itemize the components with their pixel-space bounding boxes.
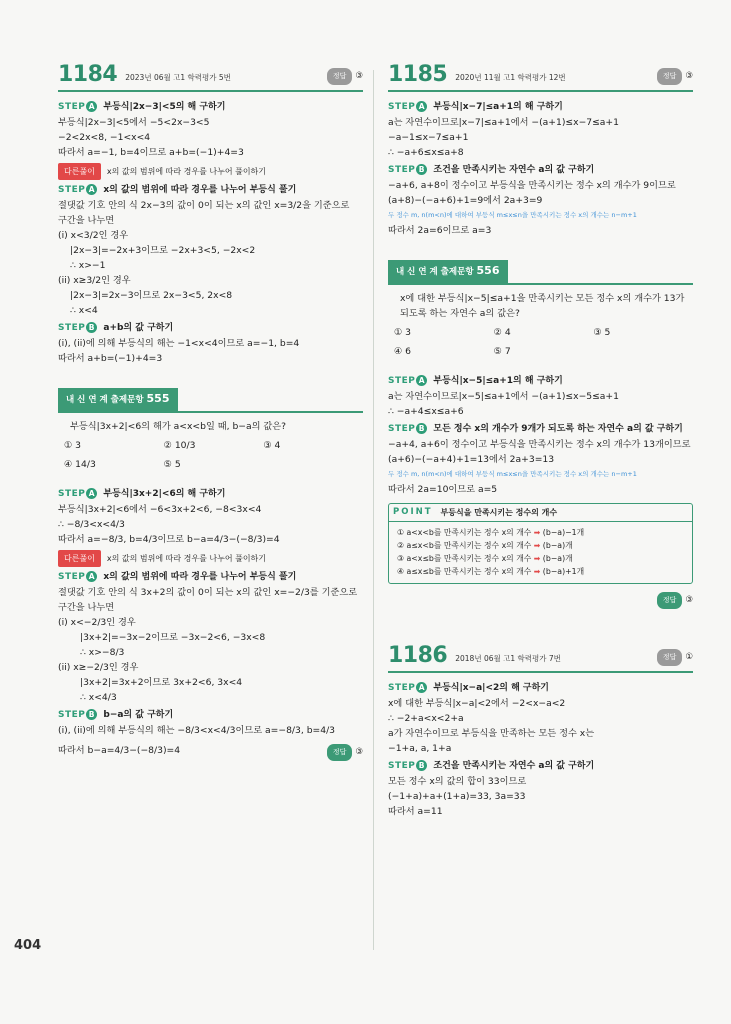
- left-column: [58, 60, 363, 761]
- point-header: [389, 504, 692, 522]
- choice-4[interactable]: ④ 14/3: [64, 459, 96, 470]
- linked-problem-556-header: [388, 260, 693, 285]
- answer-badge: 정답: [657, 649, 683, 666]
- answer-badge: 정답: [657, 592, 683, 609]
- point-title: 부등식을 만족시키는 정수의 개수: [440, 508, 558, 517]
- step-tag: STEP B: [58, 321, 97, 336]
- step-title: x의 값의 범위에 따라 경우를 나누어 부등식 풀기: [103, 572, 297, 582]
- answer-value: ③: [355, 747, 363, 757]
- step-tag: STEP A: [388, 681, 427, 696]
- step-a: [388, 681, 693, 696]
- question-text: x에 대한 부등식|x−5|≤a+1을 만족시키는 모든 정수 x의 개수가 13가: [400, 293, 685, 304]
- solution-line: (i), (ii)에 의해 부등식의 해는 −1<x<4이므로 a=−1, b=4: [58, 338, 300, 349]
- point-box: [388, 503, 693, 584]
- step-tag: STEP A: [388, 100, 427, 115]
- step-b: [58, 708, 363, 723]
- solution-line: 따라서 a=11: [388, 806, 443, 817]
- problem-number: 1184: [58, 61, 118, 87]
- answer-badge: 정답: [657, 68, 683, 85]
- solution-line: 따라서 a+b=(−1)+4=3: [58, 353, 163, 364]
- solution-line: |2x−3|=−2x+3이므로 −2x+3<5, −2x<2: [70, 245, 256, 256]
- solution-line: ∴ x>−1: [70, 260, 106, 271]
- step-a: [58, 487, 363, 502]
- case-label: (i) x<−2/3인 경우: [58, 617, 136, 628]
- case-label: (ii) x≥−2/3인 경우: [58, 662, 139, 673]
- problem-number: 1185: [388, 61, 448, 87]
- linked-problem-555-header: [58, 388, 363, 413]
- step-title: 부등식|x−a|<2의 해 구하기: [433, 683, 549, 693]
- solution-line: 구간을 나누면: [58, 602, 115, 613]
- solution-line: 따라서 2a=6이므로 a=3: [388, 225, 492, 236]
- solution-line: ∴ x>−8/3: [80, 647, 125, 658]
- step-title: a+b의 값 구하기: [103, 323, 174, 333]
- step-a: [388, 100, 693, 115]
- choice-5[interactable]: ⑤ 7: [493, 346, 511, 357]
- problem-1184-header: [58, 60, 363, 92]
- solution-line: ∴ −8/3<x<4/3: [58, 519, 125, 530]
- step-b: [388, 163, 693, 178]
- step-a: [58, 100, 363, 115]
- choice-3[interactable]: ③ 5: [593, 327, 611, 338]
- solution-line: |3x+2|=−3x−2이므로 −3x−2<6, −3x<8: [80, 632, 266, 643]
- solution-line: 절댓값 기호 안의 식 3x+2의 값이 0이 되는 x의 값인 x=−2/3를 기준으로: [58, 587, 358, 598]
- step-title: b−a의 값 구하기: [103, 710, 174, 720]
- solution-line: ∴ −a+6≤x≤a+8: [388, 147, 464, 158]
- step-a: [58, 570, 363, 585]
- solution-line: ∴ −2+a<x<2+a: [388, 713, 464, 724]
- question-text: 부등식|3x+2|<6의 해가 a<x<b일 때, b−a의 값은?: [70, 421, 287, 432]
- column-divider: [373, 70, 374, 950]
- answer-value: ③: [685, 70, 693, 81]
- solution-line: ∴ −a+4≤x≤a+6: [388, 406, 464, 417]
- choice-1[interactable]: ① 3: [64, 440, 82, 451]
- step-b: [388, 759, 693, 774]
- point-body: [389, 522, 692, 583]
- solution-line: −a−1≤x−7≤a+1: [388, 132, 469, 143]
- step-title: 모든 정수 x의 개수가 9개가 되도록 하는 자연수 a의 값 구하기: [433, 424, 683, 434]
- case-label: (i) x<3/2인 경우: [58, 230, 129, 241]
- step-title: 부등식|3x+2|<6의 해 구하기: [103, 489, 226, 499]
- solution-line: |3x+2|=3x+2이므로 3x+2<6, 3x<4: [80, 677, 243, 688]
- alt-text: x의 값의 범위에 따라 경우를 나누어 풀이하기: [106, 554, 267, 563]
- answer-value: ①: [685, 651, 693, 662]
- alt-badge: 다른풀이: [58, 550, 101, 567]
- solution-line: x에 대한 부등식|x−a|<2에서 −2<x−a<2: [388, 698, 566, 709]
- solution-line: |2x−3|=2x−3이므로 2x−3<5, 2x<8: [70, 290, 233, 301]
- point-item: ④ a≤x≤b를 만족시키는 정수 x의 개수 ➡ (b−a)+1개: [397, 567, 585, 576]
- choice-1[interactable]: ① 3: [394, 327, 412, 338]
- answer-badge: 정답: [327, 68, 353, 85]
- arrow-right-icon: ➡: [533, 541, 541, 550]
- step-tag: STEP A: [58, 570, 97, 585]
- step-title: 조건을 만족시키는 자연수 a의 값 구하기: [433, 761, 595, 771]
- solution-line: 따라서 2a=10이므로 a=5: [388, 484, 498, 495]
- solution-line: 절댓값 기호 안의 식 2x−3의 값이 0이 되는 x의 값인 x=3/2을 기준으로: [58, 200, 350, 211]
- answer-row: [388, 588, 693, 609]
- answer-choices: [58, 438, 363, 472]
- step-tag: STEP B: [388, 422, 427, 437]
- arrow-right-icon: ➡: [533, 528, 541, 537]
- solution-line: (a+6)−(−a+4)+1=13에서 2a+3=13: [388, 454, 555, 465]
- solution-line: (−1+a)+a+(1+a)=33, 3a=33: [388, 791, 526, 802]
- problem-number: 1186: [388, 642, 448, 668]
- solution-line: 따라서 a=−1, b=4이므로 a+b=(−1)+4=3: [58, 147, 244, 158]
- choice-4[interactable]: ④ 6: [394, 346, 412, 357]
- solution-line: 따라서 a=−8/3, b=4/3이므로 b−a=4/3−(−8/3)=4: [58, 534, 280, 545]
- answer-row: [58, 740, 363, 761]
- step-tag: STEP A: [58, 487, 97, 502]
- solution-line: −1+a, a, 1+a: [388, 743, 452, 754]
- page-number: 404: [14, 938, 42, 953]
- solution-line: 부등식|3x+2|<6에서 −6<3x+2<6, −8<3x<4: [58, 504, 262, 515]
- problem-source: 2023년 06월 고1 학력평가 5번: [125, 72, 231, 82]
- answer-choices: [388, 325, 693, 359]
- case-label: (ii) x≥3/2인 경우: [58, 275, 131, 286]
- step-a: [58, 183, 363, 198]
- step-b: [58, 321, 363, 336]
- alt-text: x의 값의 범위에 따라 경우를 나누어 풀이하기: [106, 167, 267, 176]
- alt-solution-row: [58, 550, 363, 567]
- step-tag: STEP B: [388, 163, 427, 178]
- answer-value: ③: [685, 595, 693, 605]
- question-text: 되도록 하는 자연수 a의 값은?: [400, 308, 520, 319]
- step-title: 부등식|x−7|≤a+1의 해 구하기: [433, 102, 563, 112]
- right-column: [388, 60, 693, 819]
- solution-line: −a+4, a+6이 정수이고 부등식을 만족시키는 정수 x의 개수가 13개이므로: [388, 439, 691, 450]
- solution-line: a는 자연수이므로|x−7|≤a+1에서 −(a+1)≤x−7≤a+1: [388, 117, 619, 128]
- solution-line: a는 자연수이므로|x−5|≤a+1에서 −(a+1)≤x−5≤a+1: [388, 391, 619, 402]
- problem-1185-header: [388, 60, 693, 92]
- solution-line: 구간을 나누면: [58, 215, 115, 226]
- hint-note: 두 정수 m, n(m<n)에 대하여 부등식 m≤x≤n을 만족시키는 정수 x의 개수는 n−m+1: [388, 211, 637, 219]
- point-tag: POINT: [393, 507, 433, 517]
- step-tag: STEP B: [58, 708, 97, 723]
- point-item: ③ a<x≤b를 만족시키는 정수 x의 개수 ➡ (b−a)개: [397, 554, 573, 563]
- step-title: x의 값의 범위에 따라 경우를 나누어 부등식 풀기: [103, 185, 297, 195]
- solution-line: −a+6, a+8이 정수이고 부등식을 만족시키는 정수 x의 개수가 9이므로: [388, 180, 676, 191]
- solution-line: (i), (ii)에 의해 부등식의 해는 −8/3<x<4/3이므로 a=−8/3, b=4/3: [58, 725, 336, 736]
- problem-source: 2020년 11월 고1 학력평가 12번: [455, 72, 566, 82]
- solution-line: ∴ x<4/3: [80, 692, 117, 703]
- point-item: ② a≤x<b를 만족시키는 정수 x의 개수 ➡ (b−a)개: [397, 541, 573, 550]
- step-b: [388, 422, 693, 437]
- arrow-right-icon: ➡: [533, 554, 541, 563]
- step-tag: STEP B: [388, 759, 427, 774]
- problem-source: 2018년 06월 고1 학력평가 7번: [455, 653, 561, 663]
- hint-note: 두 정수 m, n(m<n)에 대하여 부등식 m≤x≤n을 만족시키는 정수 x의 개수는 n−m+1: [388, 470, 637, 478]
- step-title: 조건을 만족시키는 자연수 a의 값 구하기: [433, 165, 595, 175]
- solution-line: ∴ x<4: [70, 305, 98, 316]
- choice-5[interactable]: ⑤ 5: [163, 459, 181, 470]
- answer-badge: 정답: [327, 744, 353, 761]
- answer-value: ③: [355, 70, 363, 81]
- linked-problem-tag: 내 신 연 계 출제문항 555: [58, 388, 178, 411]
- solution-line: a가 자연수이므로 부등식을 만족하는 모든 정수 x는: [388, 728, 595, 739]
- solution-line: (a+8)−(−a+6)+1=9에서 2a+3=9: [388, 195, 543, 206]
- choice-2[interactable]: ② 10/3: [163, 440, 196, 451]
- step-tag: STEP A: [58, 100, 97, 115]
- solution-line: 모든 정수 x의 값의 합이 33이므로: [388, 776, 527, 787]
- step-title: 부등식|2x−3|<5의 해 구하기: [103, 102, 226, 112]
- choice-3[interactable]: ③ 4: [263, 440, 281, 451]
- choice-2[interactable]: ② 4: [493, 327, 511, 338]
- solution-line: 따라서 b−a=4/3−(−8/3)=4: [58, 745, 181, 756]
- point-item: ① a<x<b를 만족시키는 정수 x의 개수 ➡ (b−a)−1개: [397, 528, 585, 537]
- solution-line: −2<2x<8, −1<x<4: [58, 132, 151, 143]
- step-tag: STEP A: [388, 374, 427, 389]
- alt-badge: 다른풀이: [58, 163, 101, 180]
- step-tag: STEP A: [58, 183, 97, 198]
- arrow-right-icon: ➡: [533, 567, 541, 576]
- solution-line: 부등식|2x−3|<5에서 −5<2x−3<5: [58, 117, 210, 128]
- step-title: 부등식|x−5|≤a+1의 해 구하기: [433, 376, 563, 386]
- step-a: [388, 374, 693, 389]
- linked-problem-tag: 내 신 연 계 출제문항 556: [388, 260, 508, 283]
- problem-1186-header: [388, 641, 693, 673]
- alt-solution-row: [58, 163, 363, 180]
